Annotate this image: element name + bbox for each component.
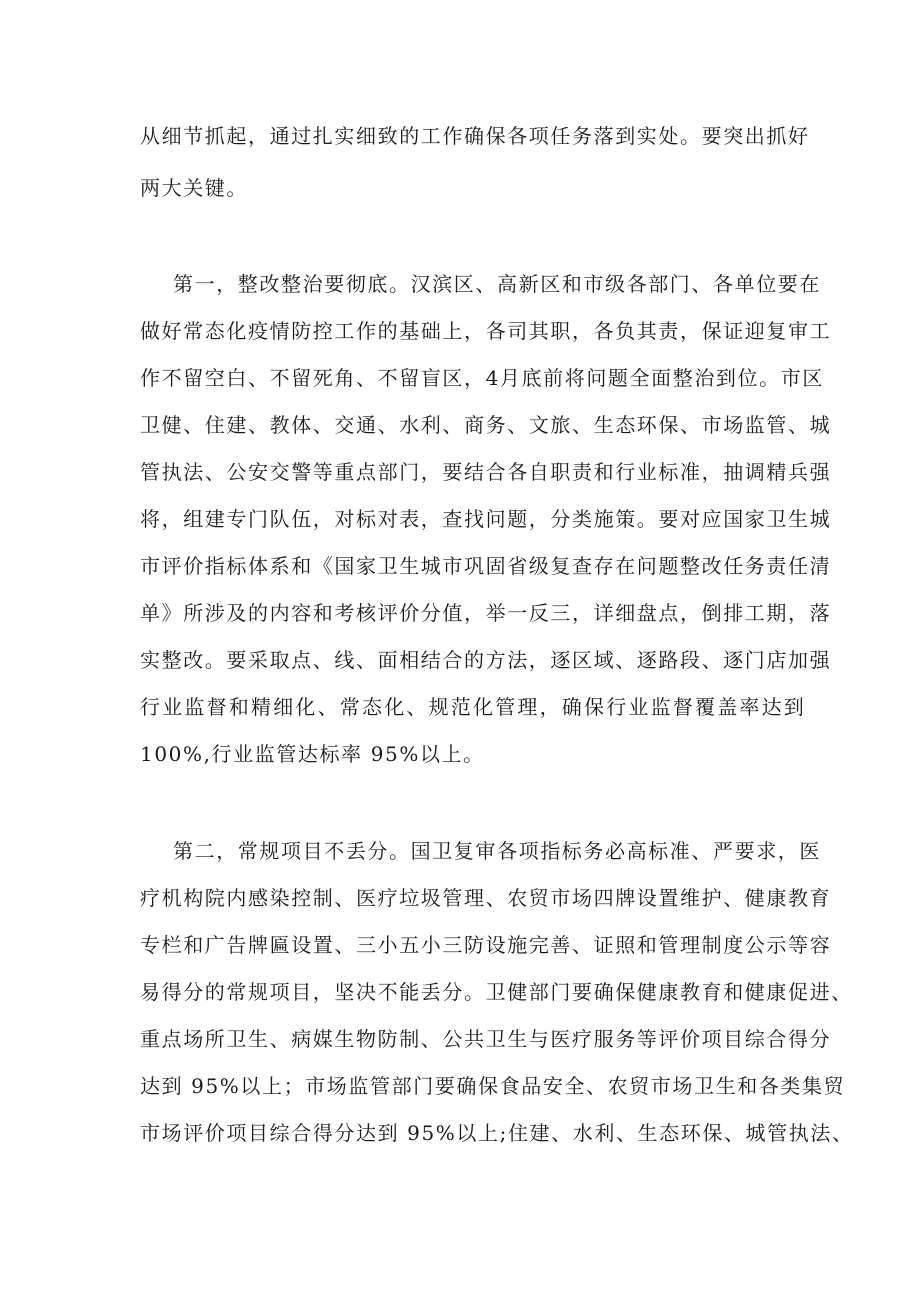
intro-line-1: 从细节抓起，通过扎实细致的工作确保各项任务落到实处。要突出抓好 (140, 124, 810, 148)
paragraph-2-line-5: 重点场所卫生、病媒生物防制、公共卫生与医疗服务等评价项目综合得分 (140, 1027, 832, 1051)
paragraph-1-line-7: 市评价指标体系和《国家卫生城市巩固省级复查存在问题整改任务责任清 (140, 554, 832, 578)
paragraph-2-line-7: 市场评价项目综合得分达到 95%以上;住建、水利、生态环保、城管执法、 (140, 1121, 854, 1145)
paragraph-2-line-1: 第二，常规项目不丢分。国卫复审各项指标务必高标准、严要求，医 (173, 839, 821, 863)
paragraph-1-line-1: 第一，整改整治要彻底。汉滨区、高新区和市级各部门、各单位要在 (173, 272, 821, 296)
paragraph-1-line-10: 行业监督和精细化、常态化、规范化管理，确保行业监督覆盖率达到 (140, 695, 806, 719)
paragraph-1-line-9: 实整改。要采取点、线、面相结合的方法，逐区域、逐路段、逐门店加强 (140, 648, 832, 672)
paragraph-1-line-8: 单》所涉及的内容和考核评价分值，举一反三，详细盘点，倒排工期，落 (140, 601, 832, 625)
paragraph-1-line-3: 作不留空白、不留死角、不留盲区，4月底前将问题全面整治到位。市区 (140, 366, 824, 390)
paragraph-2-line-2: 疗机构院内感染控制、医疗垃圾管理、农贸市场四牌设置维护、健康教育 (140, 886, 832, 910)
paragraph-2-line-3: 专栏和广告牌匾设置、三小五小三防设施完善、证照和管理制度公示等容 (140, 933, 832, 957)
paragraph-2-line-4: 易得分的常规项目，坚决不能丢分。卫健部门要确保健康教育和健康促进、 (140, 980, 853, 1004)
paragraph-2-line-6: 达到 95%以上；市场监管部门要确保食品安全、农贸市场卫生和各类集贸 (140, 1074, 846, 1098)
paragraph-1-line-2: 做好常态化疫情防控工作的基础上，各司其职，各负其责，保证迎复审工 (140, 319, 832, 343)
paragraph-1-line-11: 100%,行业监管达标率 95%以上。 (140, 742, 485, 766)
paragraph-1-line-6: 将，组建专门队伍，对标对表，查找问题，分类施策。要对应国家卫生城 (140, 507, 832, 531)
intro-line-2: 两大关键。 (140, 176, 248, 200)
paragraph-1-line-4: 卫健、住建、教体、交通、水利、商务、文旅、生态环保、市场监管、城 (140, 413, 832, 437)
paragraph-1-line-5: 管执法、公安交警等重点部门，要结合各自职责和行业标准，抽调精兵强 (140, 460, 832, 484)
